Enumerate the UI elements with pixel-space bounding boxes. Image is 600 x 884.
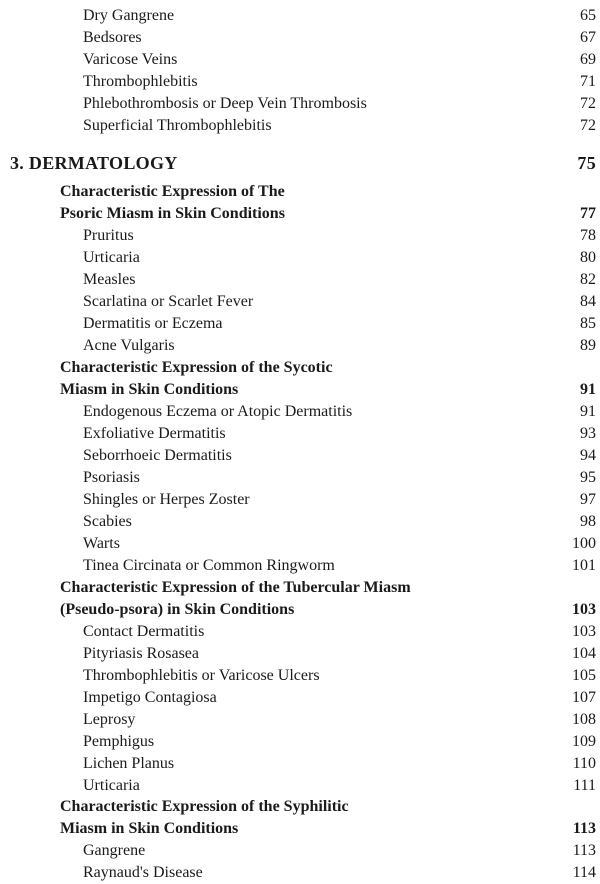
toc-entry-page: 113	[572, 820, 596, 837]
toc-section-entry	[0, 357, 600, 379]
toc-entry	[0, 840, 600, 862]
toc-entry-title: Pityriasis Rosasea	[83, 645, 199, 662]
toc-chapter-entry	[0, 152, 600, 174]
toc-entry-page: 72	[580, 95, 596, 112]
toc-entry-title: Measles	[83, 271, 136, 288]
toc-entry-title: Raynaud's Disease	[83, 864, 203, 881]
toc-entry-page: 101	[572, 557, 596, 574]
toc-entry-page: 113	[572, 842, 596, 859]
toc-entry	[0, 247, 600, 269]
toc-entry-page: 91	[580, 381, 596, 398]
toc-entry	[0, 687, 600, 709]
toc-entry-page: 84	[580, 293, 596, 310]
toc-entry-title: Bedsores	[83, 29, 142, 46]
toc-entry	[0, 665, 600, 687]
toc-entry-title: Dry Gangrene	[83, 7, 175, 24]
toc-entry	[0, 533, 600, 555]
toc-entry-page: 103	[572, 601, 596, 618]
toc-section-entry	[0, 379, 600, 401]
toc-entry-title: Dermatitis or Eczema	[83, 315, 223, 332]
toc-entry-title: Urticaria	[83, 249, 140, 266]
toc-entry-title: (Pseudo-psora) in Skin Conditions	[60, 601, 295, 618]
toc-entry-page: 103	[572, 623, 596, 640]
toc-entry-title: Scarlatina or Scarlet Fever	[83, 293, 254, 310]
toc-entry-title: Varicose Veins	[83, 51, 178, 68]
toc-entry-title: Endogenous Eczema or Atopic Dermatitis	[83, 403, 353, 420]
toc-entry-page: 91	[580, 403, 596, 420]
toc-entry-page: 110	[572, 755, 596, 772]
toc-entry-title: Leprosy	[83, 711, 136, 728]
toc-entry-page: 72	[580, 117, 596, 134]
toc-entry-title: Characteristic Expression of the Tubercular Miasm	[60, 579, 411, 596]
toc-entry-title: Pemphigus	[83, 733, 155, 750]
toc-entry	[0, 489, 600, 511]
toc-entry	[0, 313, 600, 335]
toc-entry-page: 98	[580, 513, 596, 530]
toc-entry-title: Contact Dermatitis	[83, 623, 205, 640]
toc-entry	[0, 5, 600, 27]
toc-entry	[0, 225, 600, 247]
toc-entry-title: Scabies	[83, 513, 132, 530]
toc-entry-title: Characteristic Expression of the Sycotic	[60, 359, 333, 376]
toc-entry-title: Warts	[83, 535, 120, 552]
toc-entry-page: 69	[580, 51, 596, 68]
toc-entry-title: Exfoliative Dermatitis	[83, 425, 226, 442]
toc-entry-title: Phlebothrombosis or Deep Vein Thrombosis	[83, 95, 367, 112]
toc-entry	[0, 709, 600, 731]
toc-entry-title: Seborrhoeic Dermatitis	[83, 447, 232, 464]
toc-entry	[0, 445, 600, 467]
toc-entry-title: Gangrene	[83, 842, 146, 859]
toc-entry-page: 108	[572, 711, 596, 728]
toc-entry-page: 89	[580, 337, 596, 354]
toc-entry	[0, 862, 600, 884]
toc-entry-page: 94	[580, 447, 596, 464]
toc-entry	[0, 621, 600, 643]
toc-entry-page: 71	[580, 73, 596, 90]
toc-entry	[0, 269, 600, 291]
toc-entry	[0, 291, 600, 313]
toc-entry	[0, 115, 600, 137]
toc-entry	[0, 71, 600, 93]
toc-entry	[0, 93, 600, 115]
toc-entry-title: Characteristic Expression of The	[60, 183, 285, 200]
toc-entry-page: 109	[572, 733, 596, 750]
toc-entry-title: Miasm in Skin Conditions	[60, 820, 239, 837]
toc-entry-title: Characteristic Expression of the Syphilitic	[60, 798, 349, 815]
toc-entry-page: 111	[573, 777, 596, 794]
toc-entry-page: 114	[572, 864, 596, 881]
toc-entry	[0, 753, 600, 775]
toc-entry	[0, 555, 600, 577]
toc-entry-title: 3. DERMATOLOGY	[10, 153, 178, 173]
toc-entry-title: Shingles or Herpes Zoster	[83, 491, 250, 508]
toc-entry	[0, 467, 600, 489]
toc-section-entry	[0, 796, 600, 818]
toc-entry-title: Acne Vulgaris	[83, 337, 175, 354]
toc-entry-page: 105	[572, 667, 596, 684]
toc-entry-title: Superficial Thrombophlebitis	[83, 117, 272, 134]
toc-entry-title: Pruritus	[83, 227, 134, 244]
toc-entry-page: 107	[572, 689, 596, 706]
toc-entry-page: 95	[580, 469, 596, 486]
toc-entry	[0, 643, 600, 665]
toc-entry-page: 75	[577, 153, 596, 173]
toc-entry-title: Thrombophlebitis or Varicose Ulcers	[83, 667, 320, 684]
toc-entry-title: Urticaria	[83, 777, 140, 794]
toc-entry	[0, 335, 600, 357]
toc-entry-page: 77	[580, 205, 596, 222]
toc-entry-page: 93	[580, 425, 596, 442]
toc-section-entry	[0, 181, 600, 203]
toc-entry-page: 78	[580, 227, 596, 244]
toc-entry-title: Psoric Miasm in Skin Conditions	[60, 205, 285, 222]
toc-entry	[0, 49, 600, 71]
toc-entry-title: Tinea Circinata or Common Ringworm	[83, 557, 335, 574]
toc-entry	[0, 423, 600, 445]
toc-entry-page: 67	[580, 29, 596, 46]
toc-entry-title: Miasm in Skin Conditions	[60, 381, 239, 398]
toc-entry-page: 82	[580, 271, 596, 288]
toc-section-entry	[0, 599, 600, 621]
toc-entry-page: 65	[580, 7, 596, 24]
toc-entry-page: 97	[580, 491, 596, 508]
toc-entry-page: 85	[580, 315, 596, 332]
toc-entry-page: 104	[572, 645, 596, 662]
toc-entry-title: Psoriasis	[83, 469, 140, 486]
toc-entry	[0, 731, 600, 753]
toc-entry-page: 100	[572, 535, 596, 552]
toc-entry	[0, 775, 600, 797]
toc-entry	[0, 401, 600, 423]
toc-entry	[0, 27, 600, 49]
toc-entry-title: Thrombophlebitis	[83, 73, 198, 90]
toc-entry	[0, 511, 600, 533]
toc-section-entry	[0, 818, 600, 840]
toc-entry-page: 80	[580, 249, 596, 266]
toc-entry-title: Lichen Planus	[83, 755, 175, 772]
toc-section-entry	[0, 577, 600, 599]
toc-section-entry	[0, 203, 600, 225]
toc-entry-title: Impetigo Contagiosa	[83, 689, 217, 706]
